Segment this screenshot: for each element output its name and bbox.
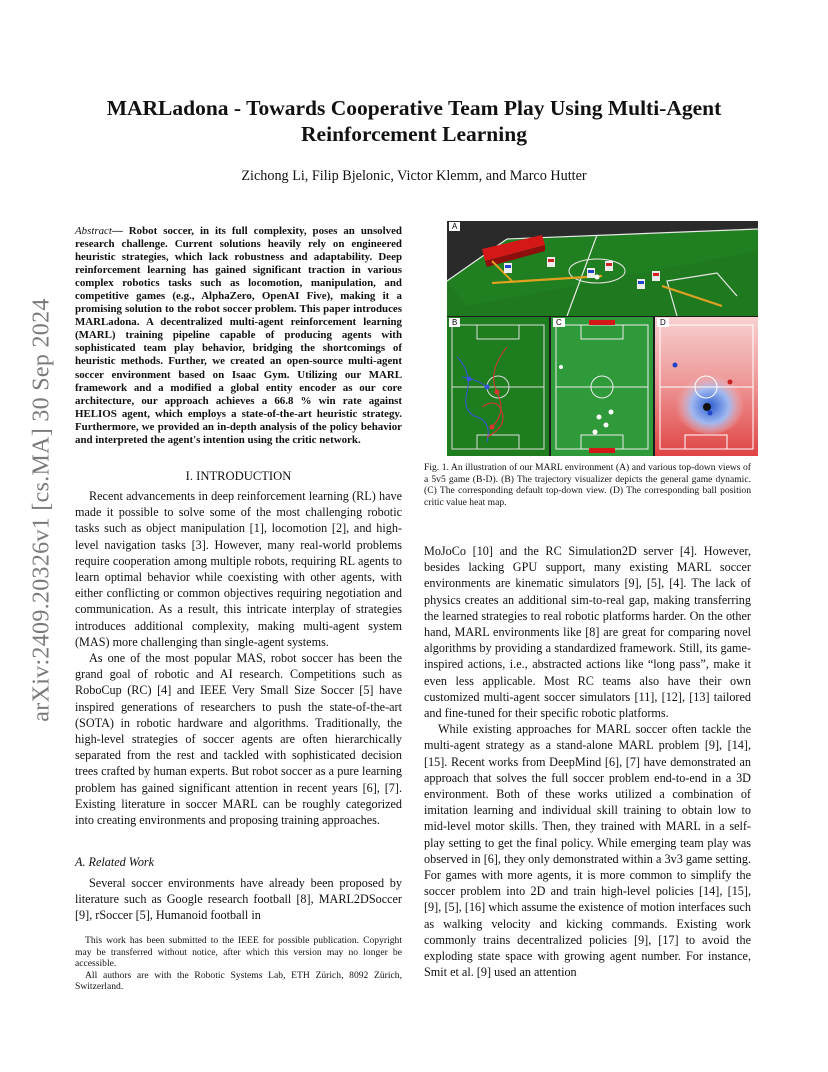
section-heading-introduction: I. INTRODUCTION [185, 469, 292, 483]
figure-panel-a [447, 221, 758, 316]
intro-paragraph-1: Recent advancements in deep reinforcement learning (RL) have made it possible to solve some of the most challenging robotic tasks such as object manipulation [1], locomotion [2], and high-level navigation tasks [3]. However, many real-world problems require cooperation among multiple robots, requiring RL agents to learn optimal behavior while coexisting with other agents, with either conflicting or common objectives requiring negotiation and communication. As a result, this intricate interplay of strategies introduces additional complexity, making multi-agent system (MAS) more challenging than single-agent systems. [75, 489, 402, 649]
right-paragraph-2: While existing approaches for MARL soccer often tackle the multi-agent strategy as a stand-alone MARL problem [9], [14], [15]. Recent works from DeepMind [6], [7] have demonstrated an approach that solves the full soccer problem end-to-end in a 3D environment. Both of these works utilized a combination of imitation learning and individual skill training to obtain low to mid-level motor skills. Then, they trained with MARL in a self-play setting to get the final policy. While emerging team play was observed in [6], they only demonstrated within a 3v3 game setting. For games with more agents, it is more common to simplify the soccer problem into 2D and train high-level policies [14], [15], [9], [5], [16] which assume the existence of motion interfaces such as walking velocity and kicking commands. Existing work commonly trains decentralized policies [9], [17] to avoid the exploding state space with growing agent number. For instance, Smit et al. [9] used an attention [424, 722, 751, 980]
panel-c-top-down-view [551, 317, 653, 456]
footnotes [75, 935, 402, 993]
panel-d-critic-heatmap [655, 317, 758, 456]
title-line-2: Reinforcement Learning [301, 122, 527, 146]
figure-panel-b [447, 317, 549, 456]
right-column-body [424, 543, 751, 980]
panel-d-label: D [657, 318, 669, 327]
figure-1 [447, 221, 758, 456]
related-work-body [75, 875, 402, 924]
title-line-1: MARLadona - Towards Cooperative Team Play Using Multi-Agent [106, 96, 722, 120]
panel-a-label: A [449, 222, 460, 231]
related-paragraph-1: Several soccer environments have already been proposed by literature such as Google research football [8], MARL2DSoccer [9], rSoccer [5], Humanoid football in [75, 876, 402, 923]
footnote-submission: This work has been submitted to the IEEE for possible publication. Copyright may be transferred without notice, after which this version may no longer be accessible. [75, 935, 402, 970]
figure-1-caption: Fig. 1. An illustration of our MARL environment (A) and various top-down views of a 5v5 game (B-D). (B) The trajectory visualizer depicts the general game dynamic. (C) The corresponding default top-down view. (D) The corresponding ball position critic value heat map. [424, 462, 751, 508]
arxiv-watermark: arXiv:2409.20326v1 [cs.MA] 30 Sep 2024 [28, 298, 55, 722]
panel-b-trajectory-view [447, 317, 549, 456]
introduction-body [75, 488, 402, 828]
abstract [75, 225, 402, 447]
paper-title [90, 95, 738, 147]
footnote-affiliation: All authors are with the Robotic Systems Lab, ETH Zürich, 8092 Zürich, Switzerland. [75, 969, 402, 993]
subsection-heading-related-work: A. Related Work [75, 855, 155, 869]
panel-b-label: B [449, 318, 460, 327]
intro-paragraph-2: As one of the most popular MAS, robot soccer has been the grand goal of robotic and AI research. Competitions such as RoboCup (RC) [4] and IEEE Very Small Size Soccer [5] have inspired generations of researchers to push the state-of-the-art (SOTA) in robotic hardware and algorithms. Traditionally, the high-level strategies of soccer agents are often hierarchically separated from the rest and tackled with sophisticated decision trees crafted by human experts. But robot soccer as a pure learning problem has gained significant attention in recent years [6], [7]. Existing literature in soccer MARL can be roughly categorized into creating environments and proposing training approaches. [75, 651, 402, 828]
author-list: Zichong Li, Filip Bjelonic, Victor Klemm, and Marco Hutter [241, 168, 587, 184]
figure-panel-d [655, 317, 758, 456]
abstract-text: — Robot soccer, in its full complexity, poses an unsolved research challenge. Current solutions heavily rely on engineered heuristic strategies, which lack robustness and adaptability. Deep reinforcement learning has gained significant traction in various complex robotics tasks such as locomotion, manipulation, and competitive games (e.g., AlphaZero, OpenAI Five), making it a promising solution to the robot soccer problem. This paper introduces MARLadona. A decentralized multi-agent reinforcement learning (MARL) training pipeline capable of producing agents with sophisticated team play behavior, bridging the shortcomings of heuristic methods. Further, we created an open-source multi-agent soccer environment based on Isaac Gym. Utilizing our MARL framework and a modified a global entity encoder as our core architecture, our approach achieves a 66.8 % win rate against HELIOS agent, which employs a state-of-the-art heuristic strategy. Furthermore, we provided an in-depth analysis of the policy behavior and interpreted the agent's intention using the critic network. [75, 225, 402, 446]
abstract-label: Abstract [75, 225, 112, 237]
right-paragraph-1: MoJoCo [10] and the RC Simulation2D server [4]. However, besides lacking GPU support, many existing MARL soccer environments are kinematic simulators [9], [5], [4]. The lack of physics creates an additional sim-to-real gap, making transferring the learned strategies to real robotic platforms harder. On the other hand, MARL environments like [8] are great for comparing novel algorithms by providing a standardized framework. Still, its game-inspired actions, i.e., abstracted actions like “long pass”, make it even less applicable. Most RC teams also have their own customized multi-agent soccer simulators [11], [12], [13] tailored and fine-tuned for their specific robotic platforms. [424, 544, 751, 721]
panel-c-label: C [553, 318, 565, 327]
figure-panel-c [551, 317, 653, 456]
panel-a-3d-scene [447, 221, 758, 316]
